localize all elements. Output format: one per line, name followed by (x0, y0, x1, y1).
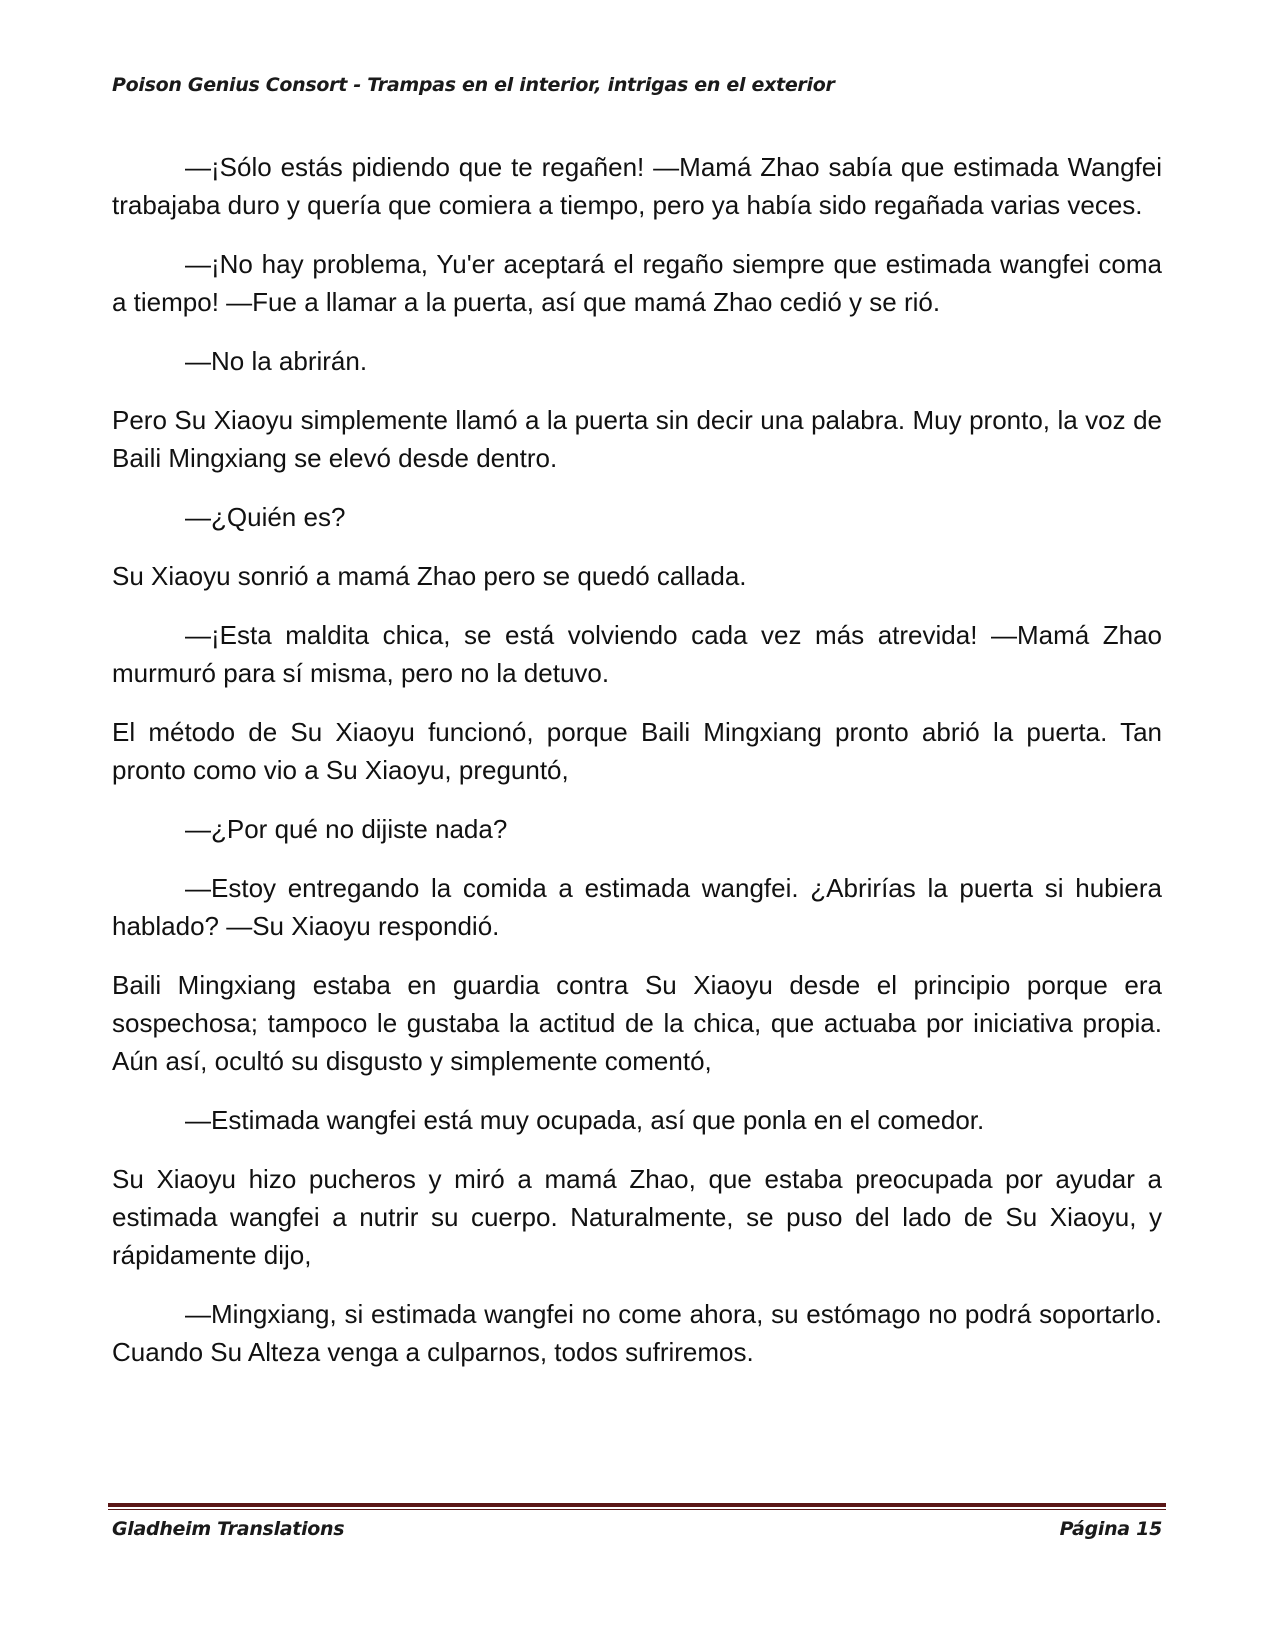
paragraph-9: —¿Por qué no dijiste nada? (185, 814, 508, 844)
paragraph-6: Su Xiaoyu sonrió a mamá Zhao pero se quedó callada. (112, 561, 747, 591)
paragraph-11: Baili Mingxiang estaba en guardia contra Su Xiaoyu desde el principio porque era sospechosa; tampoco le gustaba la actitud de la chica, que actuaba por iniciativa propia. Aún así, ocultó su disgusto y simplemente comentó, (112, 970, 1162, 1076)
paragraph-1: —¡Sólo estás pidiendo que te regañen! —Mamá Zhao sabía que estimada Wangfei trabajaba duro y quería que comiera a tiempo, pero ya había sido regañada varias veces. (112, 152, 1162, 220)
paragraph-8: El método de Su Xiaoyu funcionó, porque Baili Mingxiang pronto abrió la puerta. Tan pronto como vio a Su Xiaoyu, preguntó, (112, 717, 1162, 785)
paragraph-13: Su Xiaoyu hizo pucheros y miró a mamá Zhao, que estaba preocupada por ayudar a estimada wangfei a nutrir su cuerpo. Naturalmente, se puso del lado de Su Xiaoyu, y rápidamente dijo, (112, 1164, 1162, 1270)
body-text (112, 148, 1162, 1392)
footer-rule-thin (108, 1509, 1166, 1510)
paragraph-10: —Estoy entregando la comida a estimada wangfei. ¿Abrirías la puerta si hubiera hablado? —Su Xiaoyu respondió. (112, 873, 1162, 941)
paragraph-14: —Mingxiang, si estimada wangfei no come ahora, su estómago no podrá soportarlo. Cuando Su Alteza venga a culparnos, todos sufriremos. (112, 1299, 1162, 1367)
running-header: Poison Genius Consort - Trampas en el interior, intrigas en el exterior (112, 74, 835, 96)
paragraph-12: —Estimada wangfei está muy ocupada, así que ponla en el comedor. (185, 1105, 985, 1135)
paragraph-7: —¡Esta maldita chica, se está volviendo cada vez más atrevida! —Mamá Zhao murmuró para sí misma, pero no la detuvo. (112, 620, 1162, 688)
paragraph-4: Pero Su Xiaoyu simplemente llamó a la puerta sin decir una palabra. Muy pronto, la voz de Baili Mingxiang se elevó desde dentro. (112, 405, 1162, 473)
paragraph-2: —¡No hay problema, Yu'er aceptará el regaño siempre que estimada wangfei coma a tiempo! —Fue a llamar a la puerta, así que mamá Zhao cedió y se rió. (112, 249, 1162, 317)
footer-translator: Gladheim Translations (112, 1518, 345, 1540)
footer-rule (108, 1503, 1166, 1510)
paragraph-5: —¿Quién es? (185, 502, 346, 532)
footer-page-number: Página 15 (1059, 1518, 1162, 1540)
footer-rule-thick (108, 1503, 1166, 1507)
paragraph-3: —No la abrirán. (185, 346, 368, 376)
page-footer (112, 1518, 1162, 1540)
